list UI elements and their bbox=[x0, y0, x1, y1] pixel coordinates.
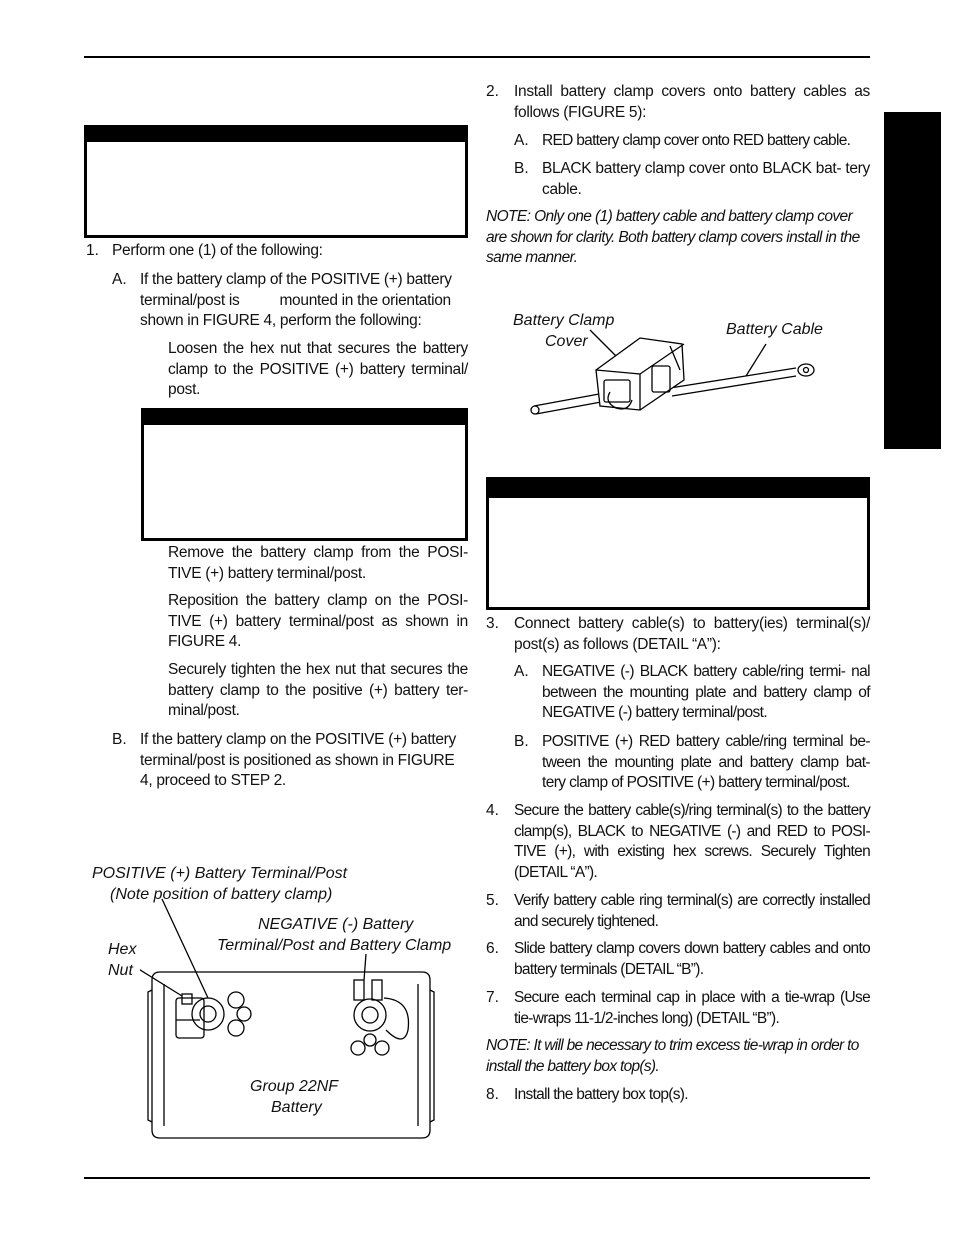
warning-box-1 bbox=[84, 125, 468, 238]
step8-text: Install the battery box top(s). bbox=[514, 1086, 688, 1103]
sub-step-3: Reposition the battery clamp on the POSI- TIVE (+) battery terminal/post as shown in FIGURE 4. bbox=[168, 592, 468, 650]
step8-num: 8. bbox=[486, 1086, 499, 1103]
step5-num: 5. bbox=[486, 892, 499, 909]
stepA-text-part1: If the battery clamp of the POSITIVE (+) battery terminal/post is bbox=[140, 271, 452, 309]
step2A-num: A. bbox=[514, 132, 529, 149]
step3-num: 3. bbox=[486, 615, 499, 632]
step2B-text: BLACK battery clamp cover onto BLACK bat- tery cable. bbox=[542, 160, 870, 198]
fig4-label-battery-2: Battery bbox=[271, 1099, 322, 1116]
top-rule bbox=[84, 56, 870, 58]
section-tab bbox=[884, 112, 941, 449]
stepA-text-part2: mounted in the orientation shown in FIGURE 4, perform the following: bbox=[140, 291, 451, 329]
fig4-label-positive-1: POSITIVE (+) Battery Terminal/Post bbox=[92, 865, 348, 882]
fig4-label-positive-2: (Note position of battery clamp) bbox=[110, 886, 333, 903]
step3-text: Connect battery cable(s) to battery(ies) terminal(s)/ post(s) as follows (DETAIL “A”): bbox=[514, 615, 870, 653]
note-2: NOTE: It will be necessary to trim excess tie-wrap in order to install the battery box top(s). bbox=[486, 1037, 859, 1075]
warning-box-2 bbox=[141, 408, 468, 541]
sub-step-1: Loosen the hex nut that secures the battery clamp to the POSITIVE (+) battery terminal/ post. bbox=[168, 340, 468, 398]
step5-text: Verify battery cable ring terminal(s) are correctly installed and securely tightened. bbox=[514, 892, 870, 930]
step4-text: Secure the battery cable(s)/ring terminal(s) to the battery clamp(s), BLACK to NEGATIVE (-) and RED to POSI- TIVE (+), with existing hex screws. Securely Tighten (DETAIL “A”). bbox=[514, 802, 870, 881]
note-1: NOTE: Only one (1) battery cable and battery clamp cover are shown for clarity. Both battery clamp covers install in the same manner. bbox=[486, 208, 860, 266]
step7-num: 7. bbox=[486, 989, 499, 1006]
step2-text: Install battery clamp covers onto battery cables as follows (FIGURE 5): bbox=[514, 83, 870, 121]
stepA-num: A. bbox=[112, 271, 127, 288]
fig4-label-negative-1: NEGATIVE (-) Battery bbox=[258, 916, 414, 933]
step4-num: 4. bbox=[486, 802, 499, 819]
fig4-label-nut: Nut bbox=[108, 962, 133, 979]
step2B-num: B. bbox=[514, 160, 529, 177]
fig4-label-negative-2: Terminal/Post and Battery Clamp bbox=[217, 937, 452, 954]
step1-text: Perform one (1) of the following: bbox=[112, 242, 323, 259]
bottom-rule bbox=[84, 1177, 870, 1179]
step3A-text: NEGATIVE (-) BLACK battery cable/ring termi- nal between the mounting plate and battery clamp of NEGATIVE (-) battery terminal/post. bbox=[542, 663, 870, 721]
fig5-label-cover-2: Cover bbox=[545, 333, 588, 350]
step3B-text: POSITIVE (+) RED battery cable/ring terminal be- tween the mounting plate and battery clamp bat- tery clamp of POSITIVE (+) battery terminal/post. bbox=[542, 733, 870, 791]
fig5-label-cover-1: Battery Clamp bbox=[513, 312, 615, 329]
fig4-label-battery-1: Group 22NF bbox=[250, 1078, 339, 1095]
step6-num: 6. bbox=[486, 940, 499, 957]
step3B-num: B. bbox=[514, 733, 529, 750]
fig4-label-hex: Hex bbox=[108, 941, 137, 958]
sub-step-4: Securely tighten the hex nut that secures the battery clamp to the positive (+) battery ter- minal/post. bbox=[168, 661, 468, 719]
step3A-num: A. bbox=[514, 663, 529, 680]
figure4-battery-drawing bbox=[140, 880, 440, 1142]
warning-box-3 bbox=[486, 477, 870, 610]
step1-num: 1. bbox=[86, 242, 99, 259]
step2A-text: RED battery clamp cover onto RED battery cable. bbox=[542, 132, 851, 149]
stepA-text bbox=[140, 270, 468, 332]
figure5-clamp-cover-drawing bbox=[520, 320, 830, 430]
stepB-num: B. bbox=[112, 731, 127, 748]
stepB-text: If the battery clamp on the POSITIVE (+) battery terminal/post is positioned as shown in FIGURE 4, proceed to STEP 2. bbox=[140, 731, 456, 789]
step6-text: Slide battery clamp covers down battery cables and onto battery terminals (DETAIL “B”). bbox=[514, 940, 870, 978]
step2-num: 2. bbox=[486, 83, 499, 100]
sub-step-2: Remove the battery clamp from the POSI- TIVE (+) battery terminal/post. bbox=[168, 544, 468, 582]
step7-text: Secure each terminal cap in place with a tie-wrap (Use tie-wraps 11-1/2-inches long) (DETAIL “B”). bbox=[514, 989, 870, 1027]
fig5-label-cable: Battery Cable bbox=[726, 321, 823, 338]
